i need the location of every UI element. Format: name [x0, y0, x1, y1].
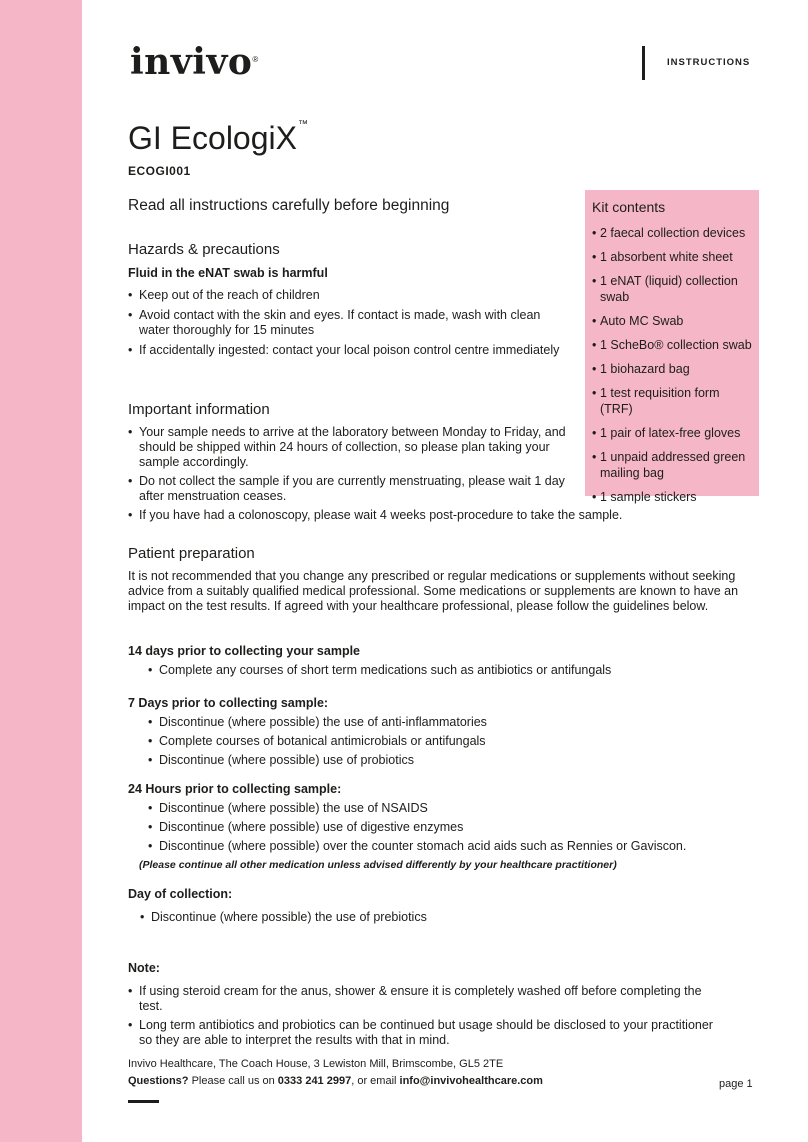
continue-medication-note: (Please continue all other medication unless advised differently by your healthcare practitioner): [139, 859, 617, 871]
hazards-subheading: Fluid in the eNAT swab is harmful: [128, 266, 328, 280]
important-heading: Important information: [128, 401, 270, 418]
kit-item: • 1 test requisition form (TRF): [592, 385, 753, 417]
kit-list: [592, 225, 753, 505]
patient-heading: Patient preparation: [128, 545, 255, 562]
list-item: • Discontinue (where possible) the use of anti-inflammatories: [148, 715, 748, 730]
email-text: , or email: [351, 1075, 400, 1087]
days14-list: [148, 663, 748, 683]
side-accent-bar: [0, 0, 82, 1142]
page-number: page 1: [719, 1078, 753, 1090]
dayof-list: [140, 910, 740, 930]
list-item: • If you have had a colonoscopy, please wait 4 weeks post-procedure to take the sample.: [128, 508, 688, 523]
list-item: • Discontinue (where possible) use of probiotics: [148, 753, 748, 768]
kit-item: • 1 eNAT (liquid) collection swab: [592, 273, 753, 305]
invivo-logo: [130, 41, 259, 83]
kit-item: • Auto MC Swab: [592, 313, 753, 329]
registered-mark: ®: [252, 55, 259, 64]
kit-item: • 1 unpaid addressed green mailing bag: [592, 449, 753, 481]
footer-rule: [128, 1100, 159, 1103]
brand-name: invivo: [130, 41, 253, 83]
hours24-list: [148, 801, 748, 859]
list-item: • Discontinue (where possible) use of digestive enzymes: [148, 820, 748, 835]
list-item: • Discontinue (where possible) the use of NSAIDS: [148, 801, 748, 816]
phone-number: 0333 241 2997: [277, 1075, 352, 1087]
list-item: • Keep out of the reach of children: [128, 288, 568, 303]
hours24-heading: 24 Hours prior to collecting sample:: [128, 782, 342, 796]
page-title: [128, 119, 308, 156]
product-title: GI EcologiX: [128, 120, 297, 156]
list-item: • If using steroid cream for the anus, shower & ensure it is completely washed off before completing the test.: [128, 984, 728, 1014]
intro-heading: Read all instructions carefully before beginning: [128, 197, 450, 214]
footer-contact: [128, 1075, 543, 1087]
footer-address: Invivo Healthcare, The Coach House, 3 Lewiston Mill, Brimscombe, GL5 2TE: [128, 1058, 504, 1070]
days7-list: [148, 715, 748, 773]
list-item: • Discontinue (where possible) the use of prebiotics: [140, 910, 740, 925]
important-list: [128, 425, 568, 508]
trademark-mark: ™: [297, 119, 308, 130]
questions-label: Questions?: [128, 1075, 189, 1087]
patient-paragraph: It is not recommended that you change any prescribed or regular medications or supplements without seeking advice from a suitably qualified medical professional. Some medications or supplements are known to have an impact on the test results. If agreed with your healthcare professional, please follow the guidelines below.: [128, 569, 739, 613]
list-item: • Discontinue (where possible) over the counter stomach acid aids such as Rennies or Gaviscon.: [148, 839, 748, 854]
kit-item: • 1 pair of latex-free gloves: [592, 425, 753, 441]
list-item: • Complete courses of botanical antimicrobials or antifungals: [148, 734, 748, 749]
kit-item: • 2 faecal collection devices: [592, 225, 753, 241]
product-code: ECOGI001: [128, 164, 191, 178]
list-item: • Your sample needs to arrive at the laboratory between Monday to Friday, and should be shipped within 24 hours of collection, so please plan taking your sample accordingly.: [128, 425, 568, 470]
days7-heading: 7 Days prior to collecting sample:: [128, 696, 329, 710]
hazards-heading: Hazards & precautions: [128, 241, 280, 258]
list-item: • Avoid contact with the skin and eyes. If contact is made, wash with clean water thoroughly for 15 minutes: [128, 308, 568, 338]
list-item: • Complete any courses of short term medications such as antibiotics or antifungals: [148, 663, 748, 678]
kit-heading: Kit contents: [592, 199, 666, 215]
kit-contents-box: [585, 190, 759, 504]
note-heading: Note:: [128, 961, 160, 975]
list-item: • Long term antibiotics and probiotics can be continued but usage should be disclosed to your practitioner so they are able to interpret the results with that in mind.: [128, 1018, 728, 1048]
days14-heading: 14 days prior to collecting your sample: [128, 644, 361, 658]
list-item: • If accidentally ingested: contact your local poison control centre immediately: [128, 343, 568, 358]
dayof-heading: Day of collection:: [128, 887, 233, 901]
note-list: [128, 984, 728, 1053]
important-list-last: [128, 508, 688, 528]
kit-item: • 1 ScheBo® collection swab: [592, 337, 753, 353]
hazards-list: [128, 288, 568, 363]
kit-item: • 1 absorbent white sheet: [592, 249, 753, 265]
header-label: INSTRUCTIONS: [667, 57, 751, 68]
call-text: Please call us on: [188, 1075, 278, 1087]
email-address: info@invivohealthcare.com: [399, 1075, 543, 1087]
list-item: • Do not collect the sample if you are currently menstruating, please wait 1 day after menstruation ceases.: [128, 474, 568, 504]
kit-item: • 1 biohazard bag: [592, 361, 753, 377]
kit-item: • 1 sample stickers: [592, 489, 753, 505]
header-divider: [642, 46, 645, 80]
